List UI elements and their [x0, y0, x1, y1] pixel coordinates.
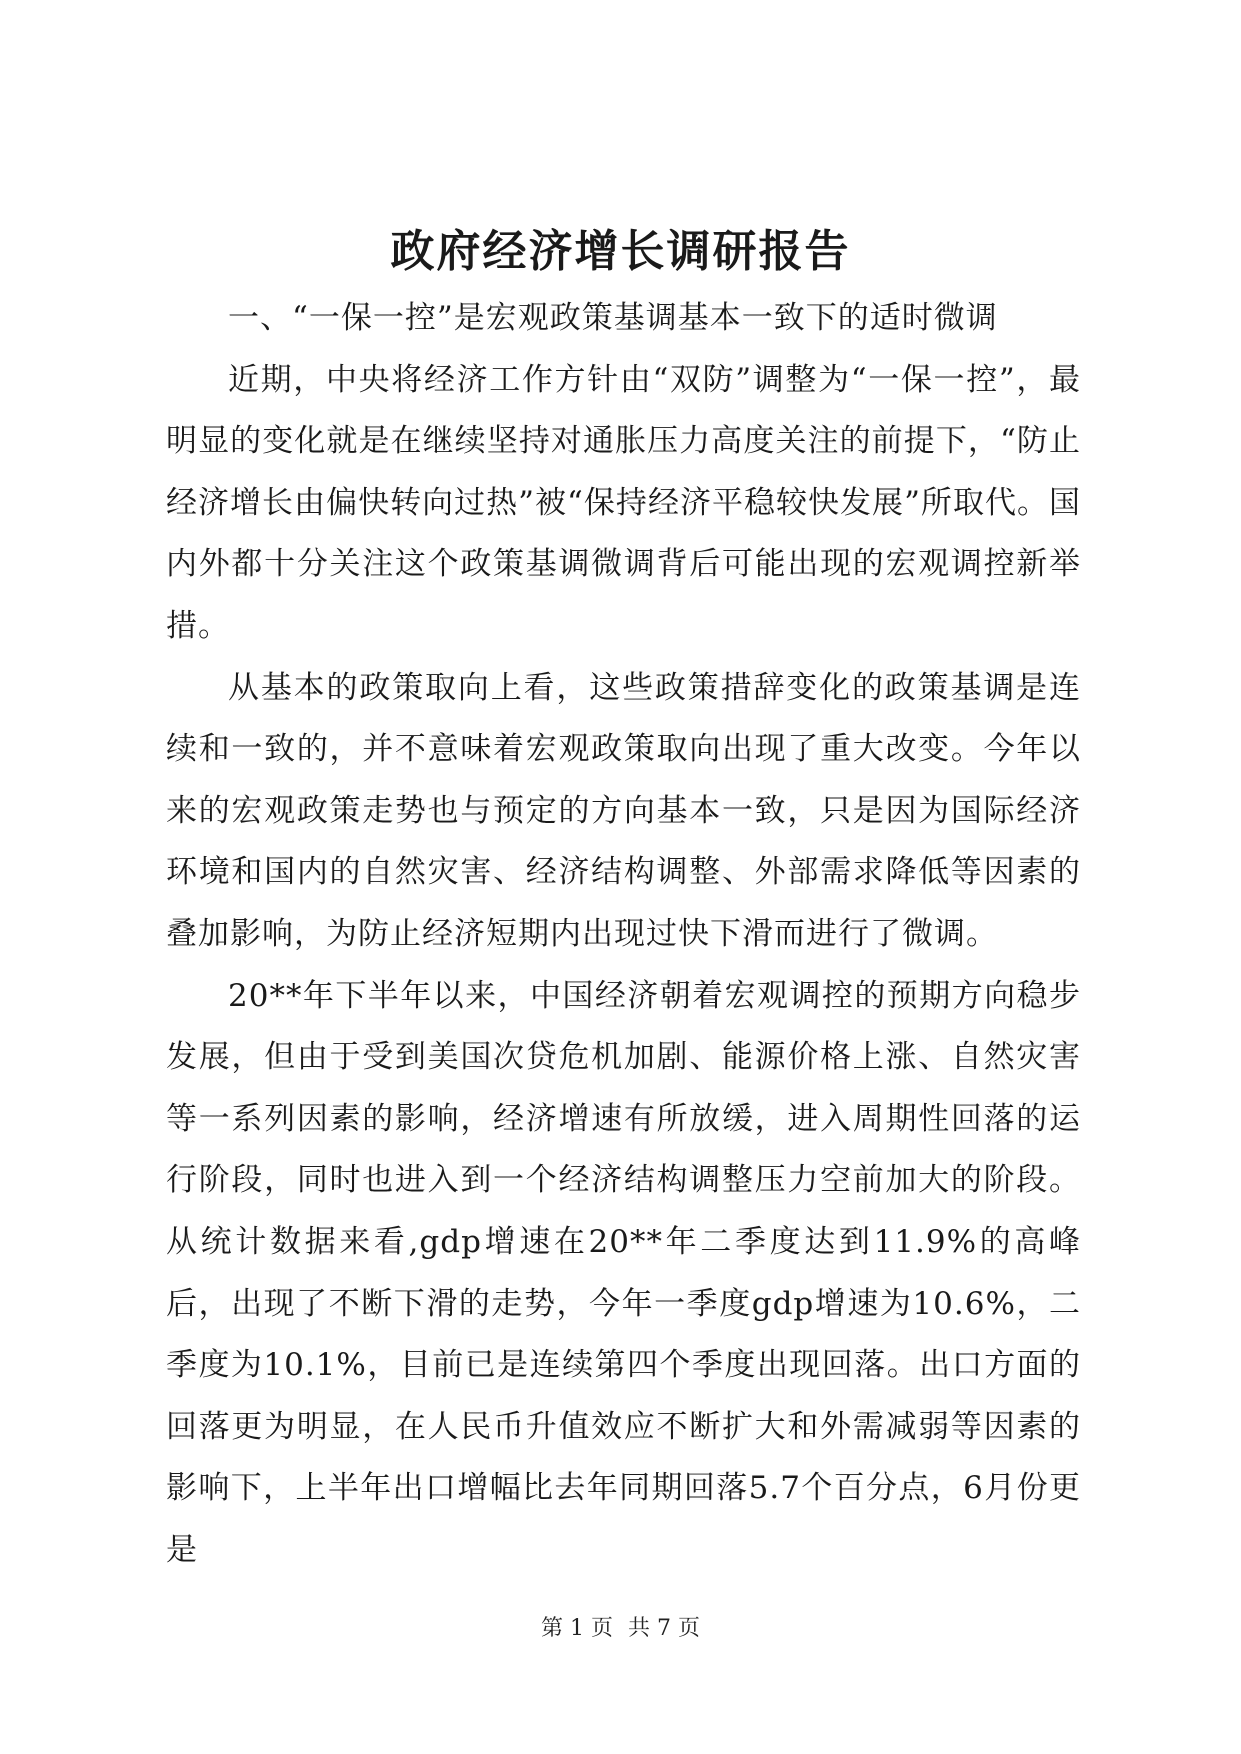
paragraph-3: 20**年下半年以来，中国经济朝着宏观调控的预期方向稳步发展，但由于受到美国次贷危机加剧、能源价格上涨、自然灾害等一系列因素的影响，经济增速有所放缓，进入周期性回落的运行阶段，同时也进入到一个经济结构调整压力空前加大的阶段。从统计数据来看,gdp增速在20**年二季度达到11.9%的高峰后，出现了不断下滑的走势，今年一季度gdp增速为10.6%，二季度为10.1%，目前已是连续第四个季度出现回落。出口方面的回落更为明显，在人民币升值效应不断扩大和外需减弱等因素的影响下，上半年出口增幅比去年同期回落5.7个百分点，6月份更是	[166, 977, 1081, 1568]
page-total: 共 7 页	[628, 1616, 700, 1641]
paragraph-2: 从基本的政策取向上看，这些政策措辞变化的政策基调是连续和一致的，并不意味着宏观政策取向出现了重大改变。今年以来的宏观政策走势也与预定的方向基本一致，只是因为国际经济环境和国内的自然灾害、经济结构调整、外部需求降低等因素的叠加影响，为防止经济短期内出现过快下滑而进行了微调。	[166, 669, 1081, 952]
document-body	[166, 288, 1081, 1581]
paragraph-1: 近期，中央将经济工作方针由“双防”调整为“一保一控”，最明显的变化就是在继续坚持对通胀压力高度关注的前提下，“防止经济增长由偏快转向过热”被“保持经济平稳较快发展”所取代。国内外都十分关注这个政策基调微调背后可能出现的宏观调控新举措。	[166, 361, 1081, 644]
document-title: 政府经济增长调研报告	[390, 226, 851, 277]
page-footer	[0, 1614, 1241, 1644]
section-heading: 一、“一保一控”是宏观政策基调基本一致下的适时微调	[228, 300, 998, 336]
page-number: 第 1 页	[541, 1616, 613, 1641]
